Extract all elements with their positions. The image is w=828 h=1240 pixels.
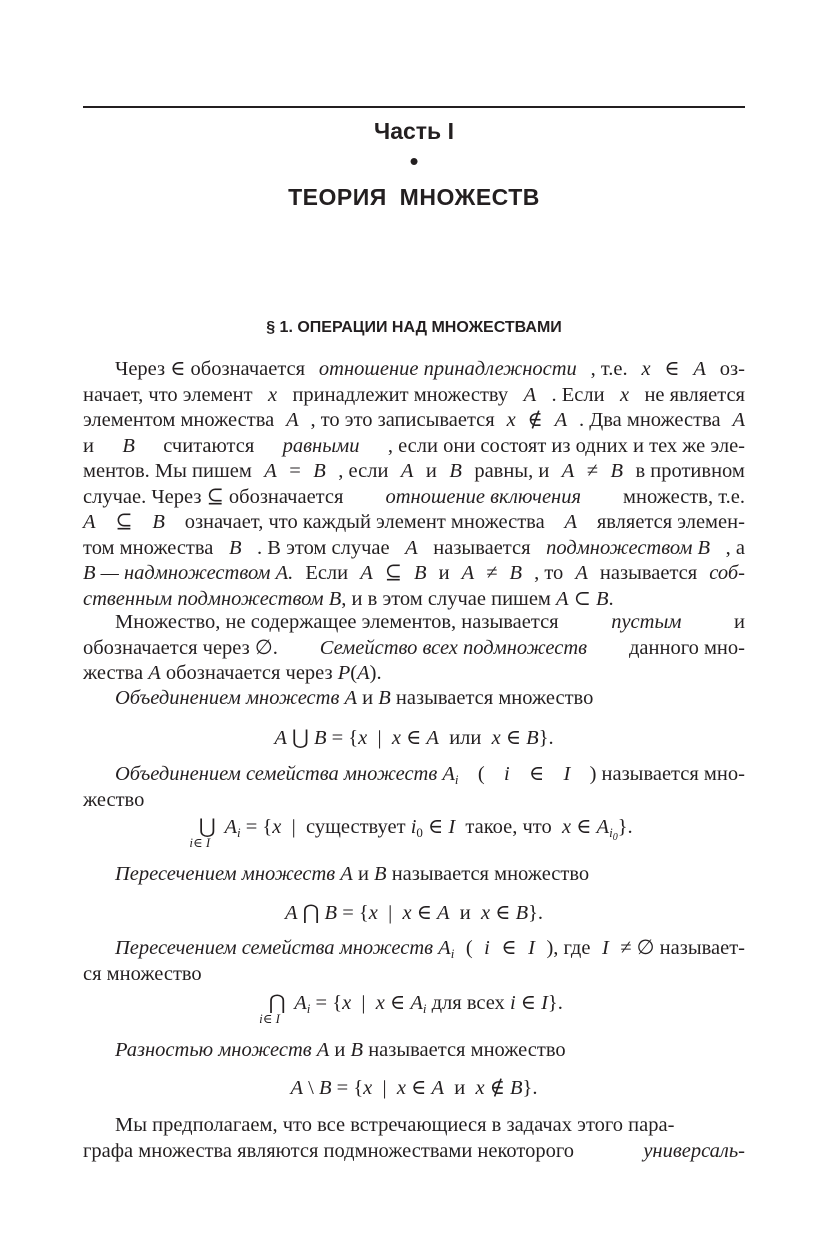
text-line: ственным подмножеством B, и в этом случае пишем A ⊂ B.	[83, 587, 614, 610]
text-line: Разностью множеств A и B называется множество	[115, 1039, 566, 1061]
text-line: том множества B . В этом случае A называется подмножеством B , а	[83, 536, 745, 559]
text-line: A ⊆ B означает, что каждый элемент множества A является элемен-	[83, 511, 745, 533]
text-line: жество	[83, 788, 145, 811]
text-line: ментов. Мы пишем A = B , если A и B равны, и A ≠ B в противном	[83, 460, 745, 482]
text-line: элементом множества A , то это записывается x ∉ A . Два множества A	[83, 409, 745, 431]
paragraph-universal-set	[83, 1113, 745, 1164]
definition-intersection	[83, 862, 745, 888]
formula-family-intersection: ⋂ i∈ I $A_i = \{x$ | x ∈ $A_i$ для всех i ∈ I}.	[259, 992, 563, 1026]
text-line: Пересечением множеств A и B называется множество	[115, 863, 590, 885]
text-line: и B считаются равными , если они состоят из одних и тех же эле-	[83, 434, 745, 457]
text-line: ся множество	[83, 962, 202, 985]
text-line: Пересечением семейства множеств $A_i$ ( i ∈ I ), где I ≠ ∅ называет-	[115, 937, 745, 961]
text-line: случае. Через ⊆ обозначается отношение включения множеств, т.е.	[83, 485, 745, 508]
text-line: жества A обозначается через P(A).	[83, 662, 382, 684]
definition-family-union	[83, 762, 745, 813]
formula-union: A ⋃ B = {x | x ∈ A или x ∈ B}.	[274, 727, 554, 749]
section-heading: § 1. ОПЕРАЦИИ НАД МНОЖЕСТВАМИ	[266, 319, 562, 336]
paragraph-empty-set	[83, 610, 745, 687]
union-operator: ⋃ i∈ I	[189, 816, 216, 850]
part-bullet: •	[409, 146, 419, 176]
formula-family-union: ⋃ i∈ I $A_i = \{x$ | существует $i_0$ ∈ I такое, что x ∈ $A_{i_0}$}.	[189, 816, 633, 850]
text-line: B — надмножеством A. Если A ⊆ B и A ≠ B , то A называется соб-	[83, 562, 745, 584]
text-line: обозначается через ∅. Семейство всех подмножеств данного мно-	[83, 636, 745, 659]
text-line: начает, что элемент x принадлежит множеству A . Если x не является	[83, 383, 745, 406]
text-line: Через ∈ обозначается отношение принадлежности , т.е. x ∈ A оз-	[115, 358, 745, 380]
text-line: Объединением множеств A и B называется множество	[115, 687, 594, 709]
formula-difference: A \ B = {x | x ∈ A и x ∉ B}.	[290, 1077, 538, 1099]
definition-union	[83, 686, 745, 712]
definition-difference	[83, 1038, 745, 1064]
text-line: Мы предполагаем, что все встречающиеся в задачах этого пара-	[115, 1114, 675, 1136]
definition-family-intersection	[83, 936, 745, 987]
text-line: Объединением семейства множеств $A_i$ ( i ∈ I ) называется мно-	[115, 763, 745, 787]
part-title: ТЕОРИЯ МНОЖЕСТВ	[288, 184, 540, 210]
text-line: Множество, не содержащее элементов, называется пустым и	[115, 611, 745, 633]
paragraph-membership	[83, 357, 745, 612]
top-rule	[83, 106, 745, 108]
formula-intersection: A ⋂ B = {x | x ∈ A и x ∈ B}.	[284, 902, 544, 924]
text-line: графа множества являются подмножествами некоторого универсаль-	[83, 1139, 745, 1162]
part-label: Часть I	[374, 118, 454, 144]
intersection-operator: ⋂ i∈ I	[259, 992, 286, 1026]
